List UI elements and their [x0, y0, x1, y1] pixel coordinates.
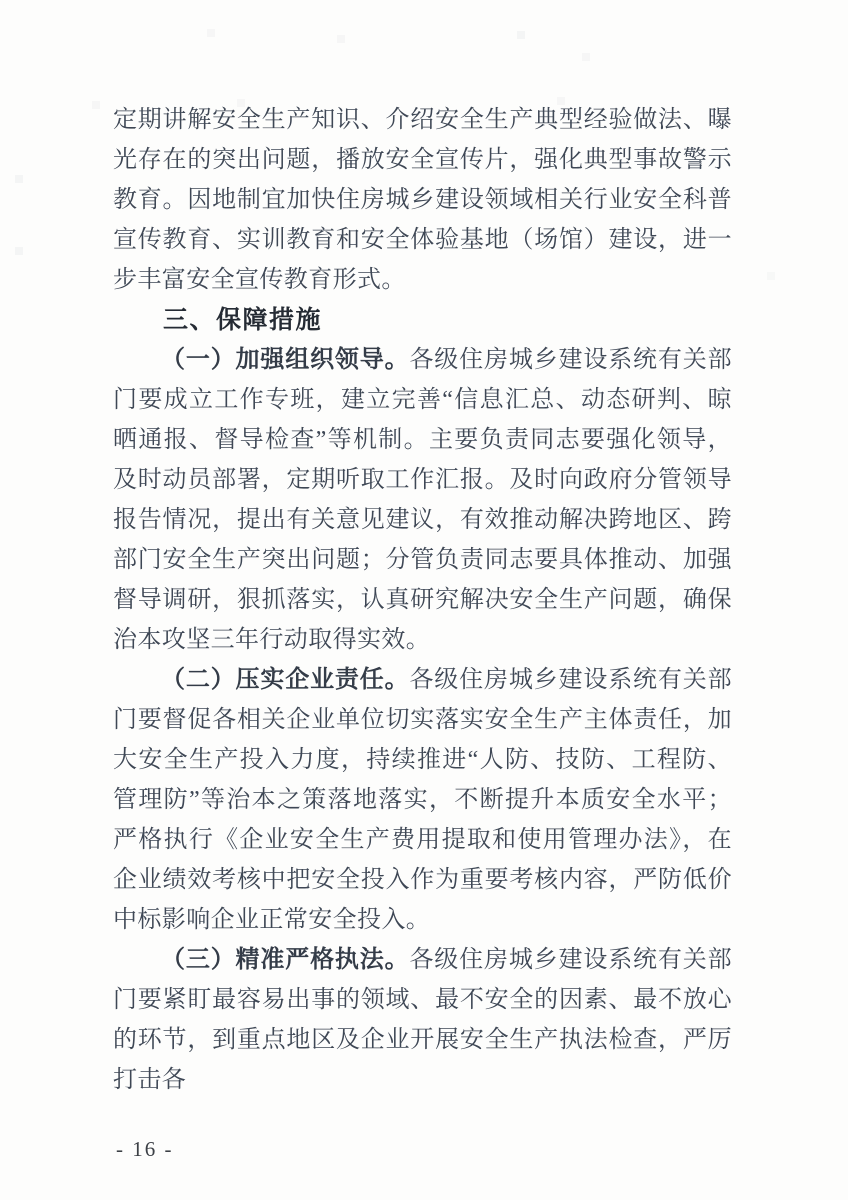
paragraph-3-lead: （三）精准严格执法。	[161, 947, 410, 973]
paragraph-2-lead: （二）压实企业责任。	[161, 667, 410, 693]
paragraph-2	[113, 660, 732, 940]
page-number: - 16 -	[116, 1137, 174, 1161]
paragraph-intro: 定期讲解安全生产知识、介绍安全生产典型经验做法、曝光存在的突出问题，播放安全宣传片，强化典型事故警示教育。因地制宜加快住房城乡建设领域相关行业安全科普宣传教育、实训教育和安全体验基地（场馆）建设，进一步丰富安全宣传教育形式。	[113, 107, 732, 293]
scan-noise-overlay	[0, 0, 2, 2]
paragraph-1-text: 各级住房城乡建设系统有关部门要成立工作专班，建立完善“信息汇总、动态研判、晾晒通报、督导检查”等机制。主要负责同志要强化领导，及时动员部署，定期听取工作汇报。及时向政府分管领导报告情况，提出有关意见建议，有效推动解决跨地区、跨部门安全生产突出问题；分管负责同志要具体推动、加强督导调研，狠抓落实，认真研究解决安全生产问题，确保治本攻坚三年行动取得实效。	[113, 347, 732, 653]
document-body	[113, 100, 732, 1100]
paragraph-2-text: 各级住房城乡建设系统有关部门要督促各相关企业单位切实落实安全生产主体责任，加大安全生产投入力度，持续推进“人防、技防、工程防、管理防”等治本之策落地落实，不断提升本质安全水平；严格执行《企业安全生产费用提取和使用管理办法》，在企业绩效考核中把安全投入作为重要考核内容，严防低价中标影响企业正常安全投入。	[113, 667, 732, 933]
paragraph-1	[113, 340, 732, 660]
paragraph-3	[113, 940, 732, 1100]
paragraph-3-text: 各级住房城乡建设系统有关部门要紧盯最容易出事的领域、最不安全的因素、最不放心的环节，到重点地区及企业开展安全生产执法检查，严厉打击各	[113, 947, 732, 1093]
paragraph-1-lead: （一）加强组织领导。	[161, 347, 410, 373]
section-heading: 三、保障措施	[163, 306, 323, 334]
